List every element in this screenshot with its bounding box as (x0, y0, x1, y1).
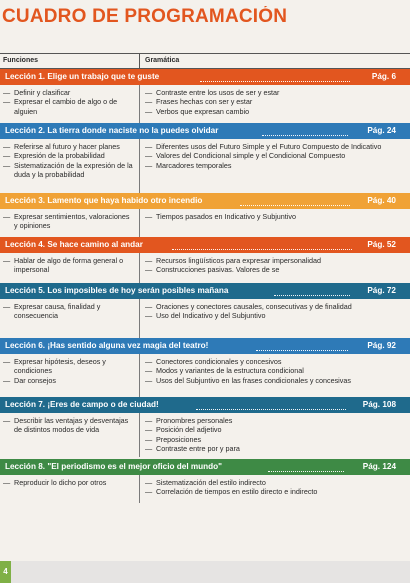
lesson-body (0, 139, 410, 193)
lesson-title: Lección 3. Lamento que haya habido otro incendio (5, 196, 203, 205)
gramatica-item: — Recursos lingüísticos para expresar impersonalidad (145, 256, 397, 265)
lesson-bar (0, 123, 410, 139)
lesson-body (0, 85, 410, 123)
column-divider (139, 54, 140, 68)
lesson-page: Pág. 52 (367, 240, 396, 249)
lesson-body (0, 413, 410, 457)
leader-dots (196, 400, 346, 410)
lesson-bar (0, 69, 410, 85)
column-divider (139, 85, 140, 123)
gramatica-item: — Oraciones y conectores causales, consecutivas y de finalidad (145, 302, 397, 311)
lesson-bar (0, 283, 410, 299)
gramatica-item: — Construcciones pasivas. Valores de se (145, 265, 397, 274)
lesson-page: Pág. 24 (367, 126, 396, 135)
lesson-bar (0, 338, 410, 354)
leader-dots (256, 341, 348, 351)
column-divider (139, 209, 140, 237)
funcion-item: — Expresar el cambio de algo o de alguien (3, 97, 135, 116)
gramatica-item: — Preposiciones (145, 435, 397, 444)
gramatica-list (145, 478, 397, 497)
column-divider (139, 299, 140, 338)
gramatica-list (145, 212, 397, 221)
funcion-item: — Expresar sentimientos, valoraciones y opiniones (3, 212, 135, 231)
lesson-page: Pág. 40 (367, 196, 396, 205)
gramatica-item: — Conectores condicionales y concesivos (145, 357, 397, 366)
funcion-item: — Reproducir lo dicho por otros (3, 478, 135, 487)
gramatica-item: — Marcadores temporales (145, 161, 397, 170)
lesson-bar (0, 237, 410, 253)
gramatica-list (145, 416, 397, 454)
gramatica-item: — Valores del Condicional simple y el Condicional Compuesto (145, 151, 397, 160)
funcion-item: — Expresión de la probabilidad (3, 151, 135, 160)
lesson-title: Lección 6. ¡Has sentido alguna vez magia del teatro! (5, 341, 209, 350)
funcion-item: — Referirse al futuro y hacer planes (3, 142, 135, 151)
funciones-list (3, 478, 135, 487)
header-funciones: Funciones (3, 57, 39, 64)
gramatica-list (145, 357, 397, 385)
funcion-item: — Definir y clasificar (3, 88, 135, 97)
lesson-page: Pág. 92 (367, 341, 396, 350)
table-header (0, 53, 410, 69)
gramatica-item: — Sistematización del estilo indirecto (145, 478, 397, 487)
column-divider (139, 354, 140, 400)
lesson-title: Lección 4. Se hace camino al andar (5, 240, 143, 249)
gramatica-list (145, 302, 397, 321)
column-divider (139, 139, 140, 193)
lesson-bar (0, 459, 410, 475)
column-divider (139, 475, 140, 503)
lesson-page: Pág. 124 (362, 462, 396, 471)
gramatica-item: — Uso del Indicativo y del Subjuntivo (145, 311, 397, 320)
funciones-list (3, 256, 135, 275)
lesson-bar (0, 193, 410, 209)
funcion-item: — Expresar causa, finalidad y consecuencia (3, 302, 135, 321)
funciones-list (3, 142, 135, 180)
gramatica-list (145, 142, 397, 170)
leader-dots (274, 286, 350, 296)
lesson-title: Lección 5. Los imposibles de hoy serán posibles mañana (5, 286, 229, 295)
lesson-page: Pág. 108 (362, 400, 396, 409)
gramatica-item: — Modos y variantes de la estructura condicional (145, 366, 397, 375)
gramatica-item: — Tiempos pasados en Indicativo y Subjuntivo (145, 212, 397, 221)
lesson-body (0, 209, 410, 237)
lesson-body (0, 299, 410, 338)
lesson-body (0, 475, 410, 503)
leader-dots (172, 240, 352, 250)
header-gramatica: Gramática (145, 57, 180, 64)
column-divider (139, 253, 140, 283)
lesson-title: Lección 8. "El periodismo es el mejor oficio del mundo" (5, 462, 223, 471)
page-number: 4 (0, 561, 11, 583)
funciones-list (3, 416, 135, 435)
leader-dots (240, 196, 350, 206)
funciones-list (3, 212, 135, 231)
gramatica-item: — Verbos que expresan cambio (145, 107, 397, 116)
funcion-item: — Describir las ventajas y desventajas de distintos modos de vida (3, 416, 135, 435)
leader-dots (262, 126, 348, 136)
lesson-body (0, 354, 410, 400)
lesson-bar (0, 397, 410, 413)
gramatica-item: — Posición del adjetivo (145, 425, 397, 434)
funcion-item: — Hablar de algo de forma general o impersonal (3, 256, 135, 275)
gramatica-item: — Contraste entre los usos de ser y estar (145, 88, 397, 97)
gramatica-list (145, 88, 397, 116)
lesson-body (0, 253, 410, 283)
funciones-list (3, 302, 135, 321)
lesson-title: Lección 7. ¡Eres de campo o de ciudad! (5, 400, 159, 409)
leader-dots (200, 72, 350, 82)
gramatica-list (145, 256, 397, 275)
gramatica-item: — Correlación de tiempos en estilo directo e indirecto (145, 487, 397, 496)
page-footer (0, 561, 410, 583)
lesson-title: Lección 1. Elige un trabajo que te guste (5, 72, 160, 81)
gramatica-item: — Pronombres personales (145, 416, 397, 425)
page-title: CUADRO DE PROGRAMACIÓN (2, 6, 288, 27)
funcion-item: — Sistematización de la expresión de la duda y la probabilidad (3, 161, 135, 180)
funcion-item: — Expresar hipótesis, deseos y condiciones (3, 357, 135, 376)
gramatica-item: — Contraste entre por y para (145, 444, 397, 453)
lesson-page: Pág. 72 (367, 286, 396, 295)
lesson-title: Lección 2. La tierra donde naciste no la puedes olvidar (5, 126, 219, 135)
gramatica-item: — Frases hechas con ser y estar (145, 97, 397, 106)
funciones-list (3, 357, 135, 385)
lesson-page: Pág. 6 (371, 72, 396, 81)
leader-dots (268, 462, 344, 472)
gramatica-item: — Usos del Subjuntivo en las frases condicionales y concesivas (145, 376, 397, 385)
gramatica-item: — Diferentes usos del Futuro Simple y el Futuro Compuesto de Indicativo (145, 142, 397, 151)
column-divider (139, 413, 140, 457)
funciones-list (3, 88, 135, 116)
funcion-item: — Dar consejos (3, 376, 135, 385)
